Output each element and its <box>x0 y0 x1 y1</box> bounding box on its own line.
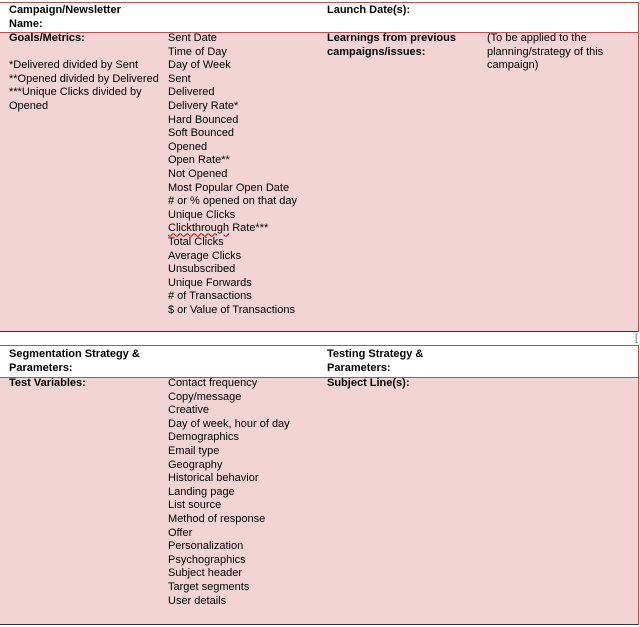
metric-item: Day of Week <box>168 59 231 72</box>
metric-item: Sent <box>168 72 191 85</box>
section2-top-border <box>0 345 638 346</box>
top-border <box>0 2 638 3</box>
metric-item: Delivery Rate* <box>168 99 239 112</box>
metric-item: Total Clicks <box>168 235 224 248</box>
metric-item: Sent Date <box>168 32 217 44</box>
test-variable-item: Creative <box>168 404 209 417</box>
metric-item: Opened <box>168 140 208 153</box>
subject-lines-label: Subject Line(s): <box>327 377 410 389</box>
test-variable-item: Day of week, hour of day <box>168 417 290 430</box>
metric-item: Average Clicks <box>168 249 242 262</box>
metric-item: Unique Clicks <box>168 208 236 221</box>
test-variable-item: Copy/message <box>168 390 242 403</box>
test-variable-item: Psychographics <box>168 553 246 566</box>
segmentation-label: Segmentation Strategy & Parameters: <box>9 348 140 374</box>
right-border-2 <box>638 345 639 625</box>
metric-item: # or % opened on that day <box>168 195 298 208</box>
metric-item: Delivered <box>168 86 215 99</box>
testing-label: Testing Strategy & Parameters: <box>327 348 424 374</box>
right-border-1 <box>638 2 639 332</box>
test-variable-item: Subject header <box>168 567 242 580</box>
launch-dates-label: Launch Date(s): <box>327 4 411 16</box>
metric-item: Most Popular Open Date <box>168 181 290 194</box>
goals-metrics-label: Goals/Metrics: <box>9 32 85 44</box>
metric-item: $ or Value of Transactions <box>168 303 295 316</box>
test-variables-list <box>168 377 290 608</box>
metric-item: Not Opened <box>168 167 228 180</box>
test-variable-item: Landing page <box>168 485 235 498</box>
test-variable-item: Personalization <box>168 540 244 553</box>
test-variables-label: Test Variables: <box>9 377 86 389</box>
metric-item: Time of Day <box>168 45 227 58</box>
section2-bottom-border <box>0 624 638 625</box>
section1-bottom-border <box>0 331 638 332</box>
learnings-note: (To be applied to the planning/strategy of this campaign) <box>487 32 604 72</box>
metric-item: # of Transactions <box>168 290 252 303</box>
test-variable-item: Method of response <box>168 512 266 525</box>
test-variable-item: List source <box>168 499 222 512</box>
test-variable-item: Historical behavior <box>168 472 259 485</box>
test-variable-item: Email type <box>168 444 220 457</box>
test-variable-item: User details <box>168 594 227 607</box>
metric-item: Hard Bounced <box>168 113 239 126</box>
spellcheck-underlined-word: Clickthrough <box>168 222 230 235</box>
section2-body <box>0 378 638 624</box>
cell-end-mark: [ <box>635 333 638 344</box>
test-variable-item: Target segments <box>168 580 250 593</box>
footnote-delivery-rate: *Delivered divided by Sent <box>9 59 139 71</box>
footnote-clickthrough-rate: ***Unique Clicks divided by Opened <box>9 86 142 112</box>
metric-item-clickthrough: Clickthrough Rate*** <box>168 222 269 235</box>
metric-item: Unsubscribed <box>168 263 236 276</box>
campaign-name-label: Campaign/Newsletter Name: <box>9 4 121 30</box>
footnote-open-rate: **Opened divided by Delivered <box>9 72 159 85</box>
metric-item: Soft Bounced <box>168 127 235 140</box>
test-variable-item: Demographics <box>168 431 239 444</box>
learnings-label: Learnings from previous campaigns/issues: <box>327 32 456 58</box>
footnotes <box>9 59 159 113</box>
test-variable-item: Geography <box>168 458 223 471</box>
metric-item: Open Rate** <box>168 154 230 167</box>
metrics-list <box>168 32 297 317</box>
metric-item: Unique Forwards <box>168 276 252 289</box>
test-variable-item: Contact frequency <box>168 377 258 389</box>
test-variable-item: Offer <box>168 526 193 539</box>
